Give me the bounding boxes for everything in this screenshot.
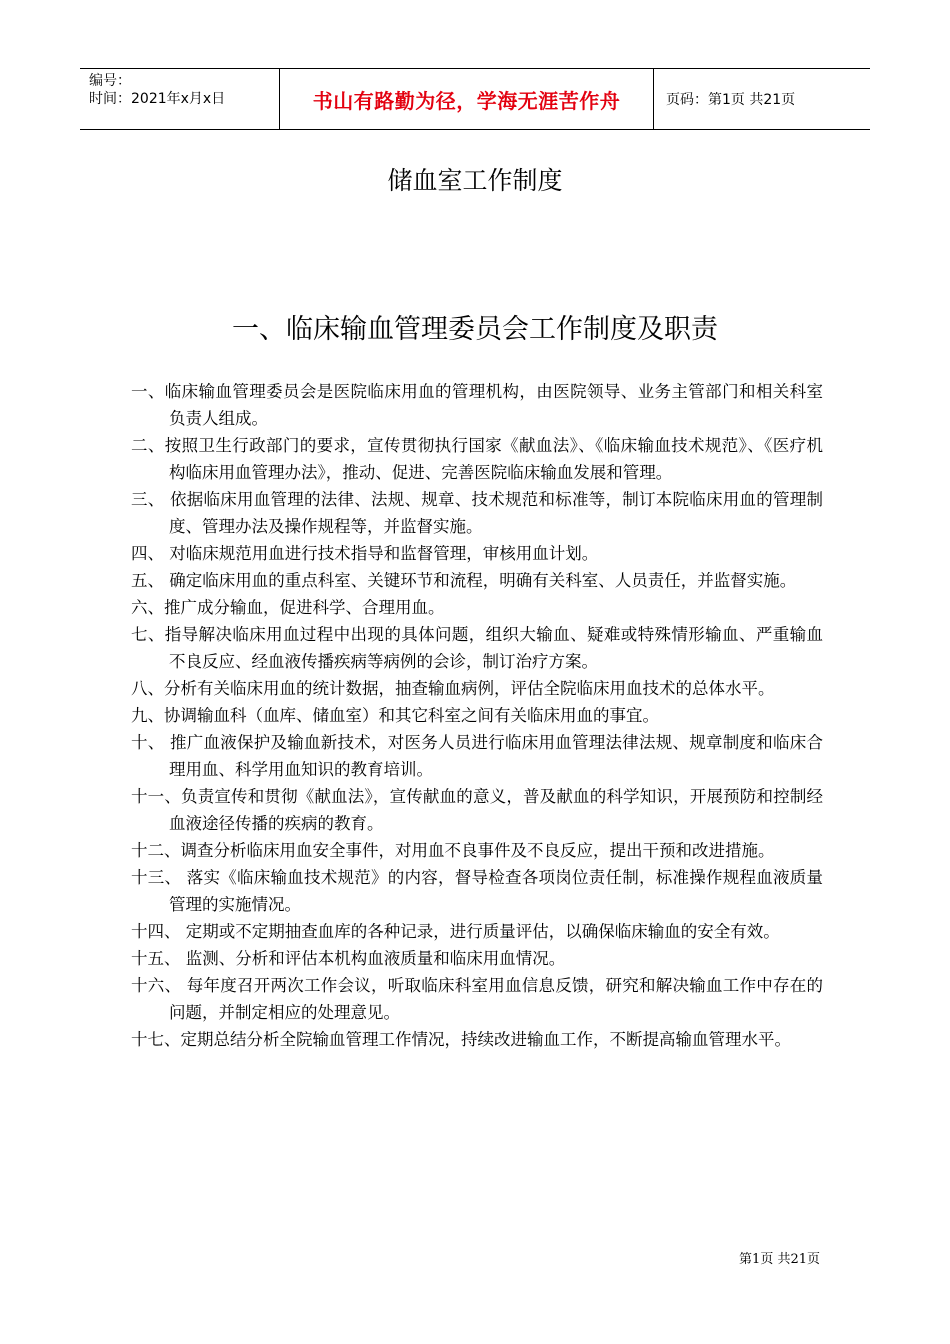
item-list [131, 378, 823, 1053]
header-meta [80, 69, 280, 129]
list-item [131, 864, 823, 918]
item-text: 分析有关临床用血的统计数据，抽查输血病例，评估全院临床用血技术的总体水平。 [164, 679, 775, 698]
item-text: 确定临床用血的重点科室、关键环节和流程，明确有关科室、人员责任，并监督实施。 [169, 571, 797, 590]
list-item [131, 567, 823, 594]
list-item [131, 729, 823, 783]
item-text: 监测、分析和评估本机构血液质量和临床用血情况。 [185, 949, 566, 968]
item-number: 一、 [131, 382, 165, 401]
item-number: 十四、 [131, 922, 186, 941]
item-text: 负责宣传和贯彻《献血法》，宣传献血的意义，普及献血的科学知识，开展预防和控制经血液途径传播的疾病的教育。 [169, 787, 824, 833]
list-item [131, 432, 823, 486]
item-number: 四、 [131, 544, 170, 563]
list-item [131, 675, 823, 702]
list-item [131, 945, 823, 972]
page-header [80, 68, 870, 130]
time-label: 时间：2021年x月x日 [89, 91, 226, 107]
number-label: 编号： [89, 73, 131, 89]
list-item [131, 702, 823, 729]
item-number: 十三、 [131, 868, 187, 887]
item-number: 八、 [131, 679, 164, 698]
item-number: 三、 [131, 490, 170, 509]
list-item [131, 783, 823, 837]
item-number: 十六、 [131, 976, 187, 995]
item-text: 对临床规范用血进行技术指导和监督管理，审核用血计划。 [169, 544, 599, 563]
item-text: 推广成分输血，促进科学、合理用血。 [164, 598, 445, 617]
item-number: 六、 [131, 598, 164, 617]
item-number: 七、 [131, 625, 165, 644]
list-item [131, 837, 823, 864]
item-text: 临床输血管理委员会是医院临床用血的管理机构，由医院领导、业务主管部门和相关科室负责人组成。 [164, 382, 824, 428]
item-text: 调查分析临床用血安全事件，对用血不良事件及不良反应，提出干预和改进措施。 [180, 841, 775, 860]
page-footer: 第1页 共21页 [739, 1252, 820, 1267]
list-item [131, 1026, 823, 1053]
document-title: 储血室工作制度 [387, 166, 563, 195]
item-number: 十五、 [131, 949, 186, 968]
list-item [131, 594, 823, 621]
list-item [131, 918, 823, 945]
item-text: 定期总结分析全院输血管理工作情况，持续改进输血工作，不断提高输血管理水平。 [180, 1030, 791, 1049]
item-number: 十、 [131, 733, 170, 752]
header-page-info: 页码：第1页 共21页 [666, 92, 796, 108]
item-number: 二、 [131, 436, 165, 455]
item-text: 指导解决临床用血过程中出现的具体问题，组织大输血、疑难或特殊情形输血、严重输血不良反应、经血液传播疾病等病例的会诊，制订治疗方案。 [164, 625, 824, 671]
item-text: 推广血液保护及输血新技术，对医务人员进行临床用血管理法律法规、规章制度和临床合理用血、科学用血知识的教育培训。 [169, 733, 823, 779]
header-motto: 书山有路勤为径，学海无涯苦作舟 [280, 69, 654, 129]
list-item [131, 972, 823, 1026]
item-number: 十二、 [131, 841, 181, 860]
list-item [131, 540, 823, 567]
item-number: 十七、 [131, 1030, 181, 1049]
item-text: 按照卫生行政部门的要求，宣传贯彻执行国家《献血法》、《临床输血技术规范》、《医疗机构临床用血管理办法》，推动、促进、完善医院临床输血发展和管理。 [164, 436, 824, 482]
item-text: 协调输血科（血库、储血室）和其它科室之间有关临床用血的事宜。 [164, 706, 659, 725]
list-item [131, 378, 823, 432]
item-text: 依据临床用血管理的法律、法规、规章、技术规范和标准等，制订本院临床用血的管理制度、管理办法及操作规程等，并监督实施。 [169, 490, 823, 536]
list-item [131, 486, 823, 540]
item-text: 每年度召开两次工作会议，听取临床科室用血信息反馈，研究和解决输血工作中存在的问题，并制定相应的处理意见。 [169, 976, 823, 1022]
item-number: 五、 [131, 571, 170, 590]
item-text: 定期或不定期抽查血库的各种记录，进行质量评估，以确保临床输血的安全有效。 [185, 922, 780, 941]
section-title: 一、临床输血管理委员会工作制度及职责 [232, 314, 718, 345]
item-text: 落实《临床输血技术规范》的内容，督导检查各项岗位责任制，标准操作规程血液质量管理的实施情况。 [169, 868, 823, 914]
item-number: 十一、 [131, 787, 182, 806]
list-item [131, 621, 823, 675]
item-number: 九、 [131, 706, 164, 725]
